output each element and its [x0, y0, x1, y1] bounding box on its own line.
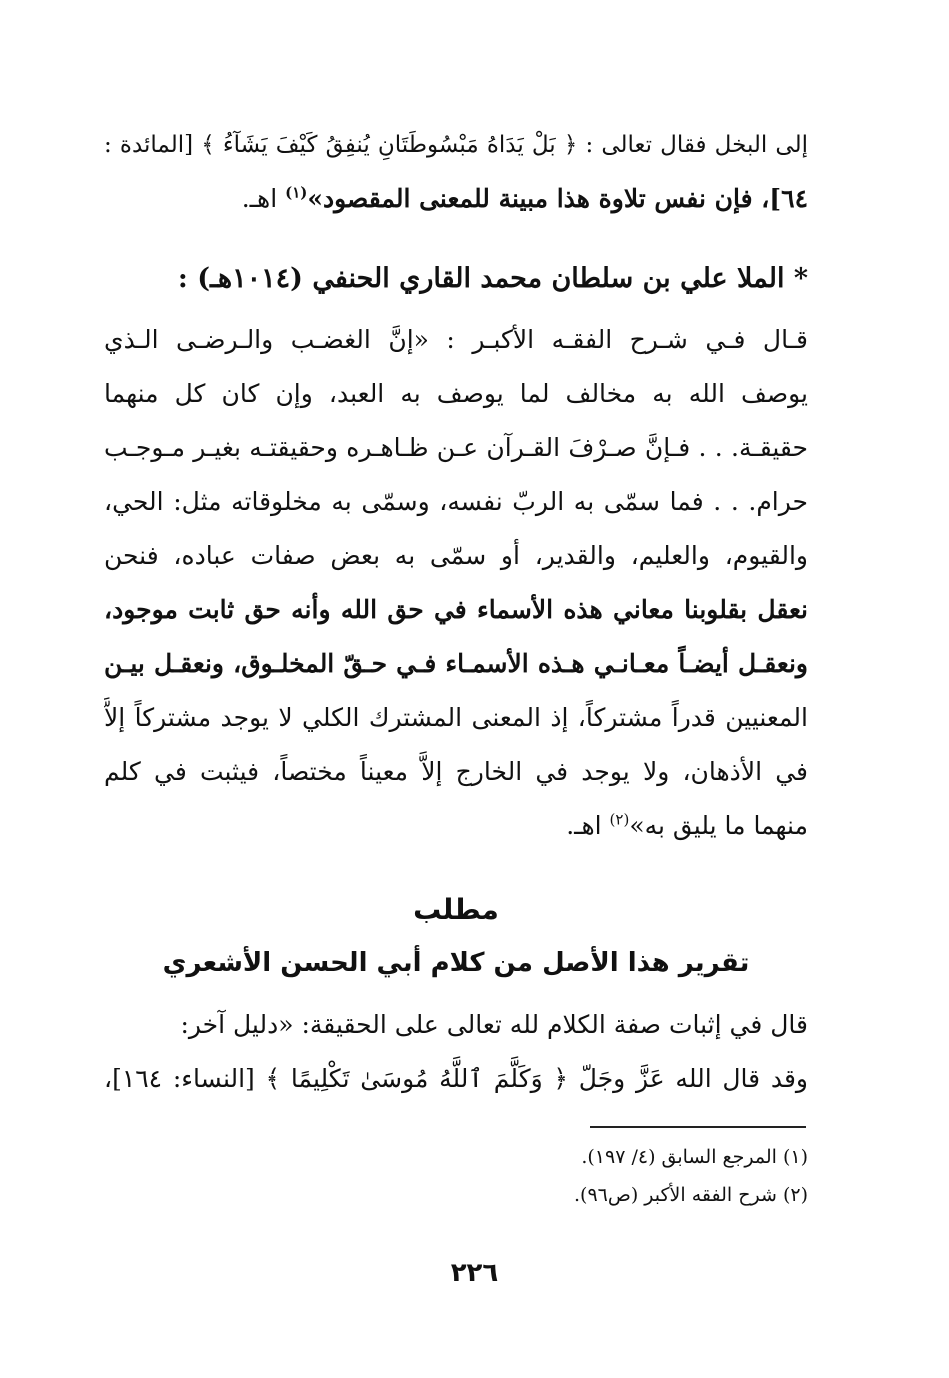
- main-paragraph-line: [104, 799, 808, 853]
- main-paragraph-last-text: منهما ما يليق به»: [629, 811, 808, 840]
- main-paragraph-line: حرام. . . فما سمّى به الربّ نفسه، وسمّى به مخلوقاته مثل: الحي،: [104, 487, 808, 516]
- section-heading: * الملا علي بن سلطان محمد القاري الحنفي (١٠١٤هـ) :: [177, 263, 808, 294]
- footnote-ref-1: (١): [285, 183, 308, 202]
- top-paragraph-text: ٦٤]، فإن نفس تلاوة هذا مبينة للمعنى المقصود»: [307, 184, 808, 213]
- main-paragraph-line: قـال فـي شـرح الفقـه الأكبـر : «إنَّ الغضـب والـرضـى الـذي: [104, 325, 808, 354]
- bottom-paragraph-line: قال في إثبات صفة الكلام لله تعالى على الحقيقة: «دليل آخر:: [180, 1010, 808, 1039]
- main-paragraph-end: اهـ.: [566, 811, 610, 840]
- top-paragraph: [104, 118, 808, 226]
- footnote-1: (١) المرجع السابق (٤/ ١٩٧).: [581, 1146, 808, 1168]
- main-paragraph-line: يوصف الله به مخالف لما يوصف به العبد، وإن كان كل منهما: [104, 379, 808, 408]
- section-subtitle: تقرير هذا الأصل من كلام أبي الحسن الأشعري: [162, 948, 750, 978]
- bottom-paragraph-line: وقد قال الله عَزَّ وجَلّ ﴿ وَكَلَّمَ ٱللَّهُ مُوسَىٰ تَكْلِيمًا ﴾ [النساء: ١٦٤]،: [104, 1064, 808, 1093]
- main-paragraph-line: حقيقـة. . . فـإنَّ صـرْفَ القـرآن عـن ظـاهـره وحقيقتـه بغيـر مـوجـب: [104, 433, 808, 462]
- main-paragraph: [104, 313, 808, 853]
- main-paragraph-line: نعقل بقلوبنا معاني هذه الأسماء في حق الله وأنه حق ثابت موجود،: [104, 595, 808, 624]
- footnote-separator: [590, 1126, 806, 1128]
- main-paragraph-line: والقيوم، والعليم، والقدير، أو سمّى به بعض صفات عباده، فنحن: [104, 541, 808, 570]
- footnote-2: (٢) شرح الفقه الأكبر (ص٩٦).: [574, 1184, 808, 1206]
- top-paragraph-line: إلى البخل فقال تعالى : ﴿ بَلْ يَدَاهُ مَبْسُوطَتَانِ يُنفِقُ كَيْفَ يَشَآءُ ﴾ [المائدة :: [104, 132, 808, 158]
- top-paragraph-line: [104, 172, 808, 226]
- top-paragraph-end: اهـ.: [241, 184, 286, 213]
- page-number: ٢٢٦: [450, 1258, 499, 1288]
- main-paragraph-line: في الأذهان، ولا يوجد في الخارج إلاَّ معيناً مختصاً، فيثبت في كلم: [104, 757, 808, 786]
- bottom-paragraph: [104, 998, 808, 1106]
- main-paragraph-line: ونعقـل أيضـاً معـانـي هـذه الأسمـاء فـي حـقّ المخلـوق، ونعقـل بيـن: [104, 649, 808, 678]
- main-paragraph-line: المعنيين قدراً مشتركاً، إذ المعنى المشترك الكلي لا يوجد مشتركاً إلاَّ: [104, 703, 808, 732]
- section-title: مطلب: [413, 893, 499, 926]
- footnote-ref-2: (٢): [609, 810, 630, 829]
